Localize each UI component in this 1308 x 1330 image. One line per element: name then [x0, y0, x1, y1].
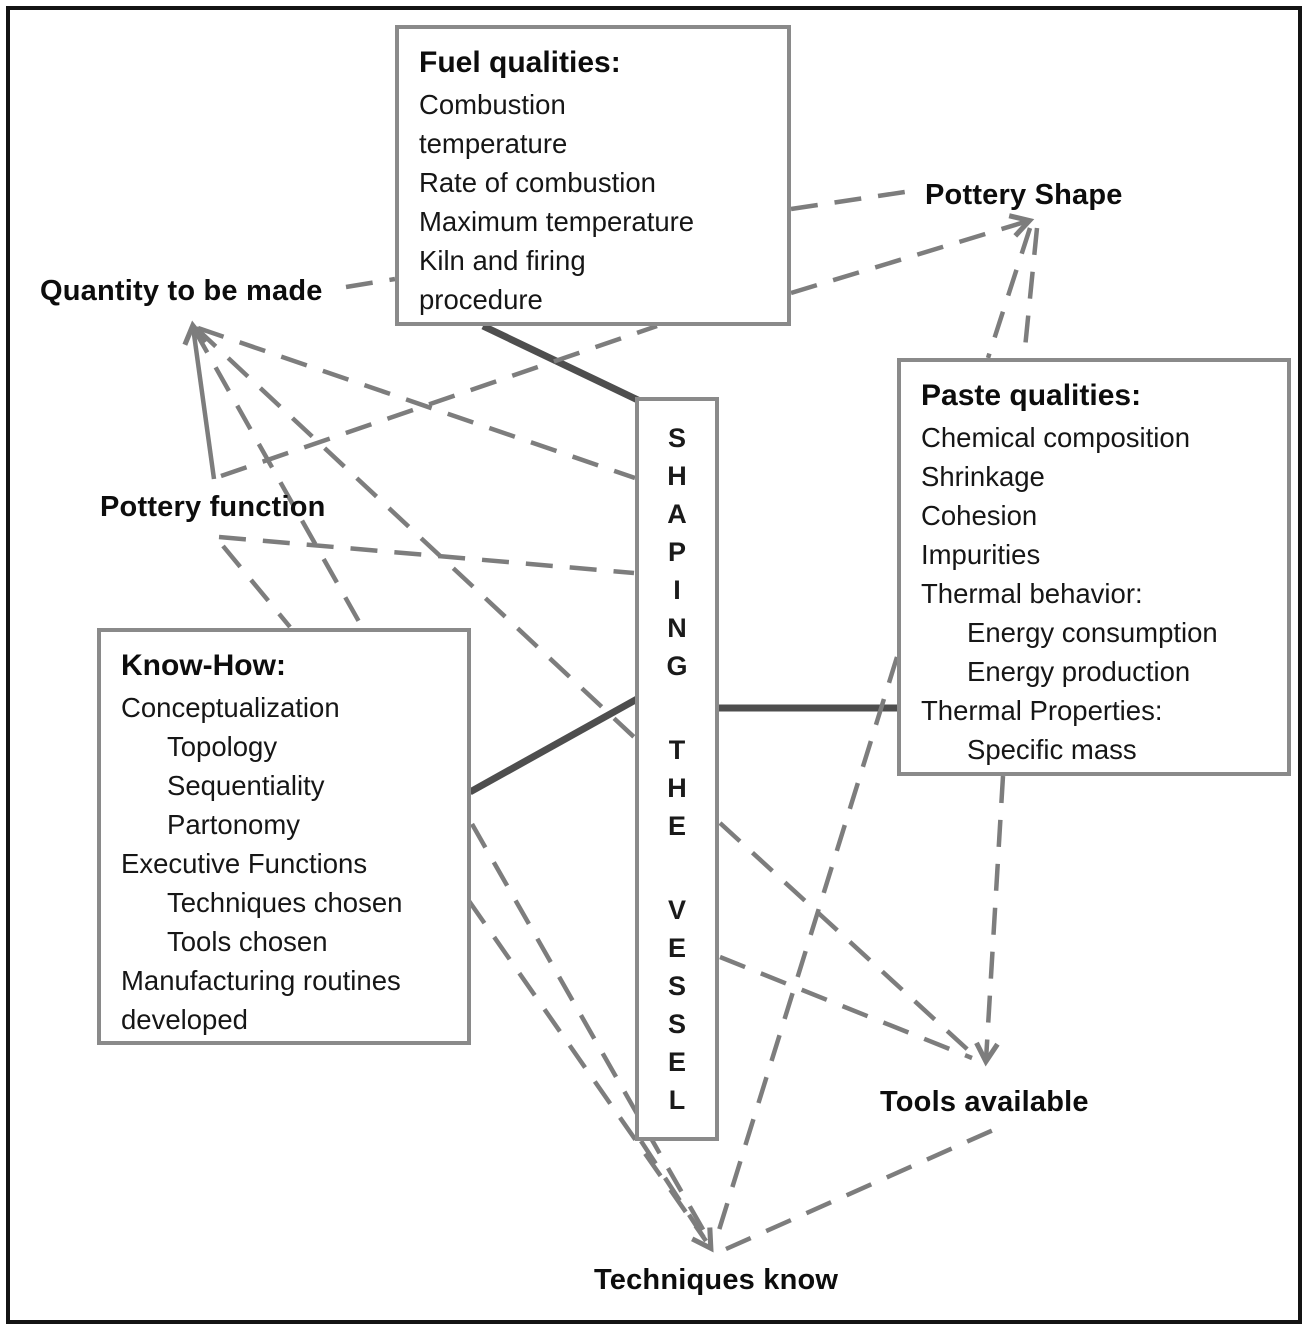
vessel-letter: E — [667, 811, 686, 841]
box-item: Energy production — [967, 656, 1191, 687]
vessel-letter: V — [667, 895, 686, 925]
vessel-letter: H — [667, 461, 687, 491]
pottery-function-label: Pottery function — [100, 491, 326, 523]
vessel-letter: S — [667, 1009, 686, 1039]
box-item: Impurities — [921, 539, 1041, 570]
edge-pottery-function-to-know-how — [223, 546, 290, 627]
fuel-qualities-items — [419, 85, 781, 319]
fuel-qualities-box — [395, 25, 791, 326]
edge-know-how-to-shaping-the-vessel — [470, 699, 637, 792]
paste-qualities-title: Paste qualities: — [921, 379, 1142, 412]
shaping-the-vessel-box — [635, 397, 719, 1141]
vessel-letter: E — [667, 933, 686, 963]
vessel-letter: P — [667, 537, 686, 567]
vessel-letter: T — [668, 735, 686, 765]
quantity-to-be-made-label: Quantity to be made — [40, 275, 323, 307]
paste-qualities-box — [897, 358, 1291, 776]
box-item: Topology — [167, 731, 278, 762]
box-item: Techniques chosen — [167, 887, 403, 918]
know-how-items — [121, 688, 461, 1039]
box-item: Combustion — [419, 89, 566, 120]
edge-techniques-know-to-tools-available — [726, 1127, 1000, 1249]
tools-available-label: Tools available — [880, 1086, 1089, 1118]
box-item: temperature — [419, 128, 568, 159]
edge-fuel-qualities-to-shaping-the-vessel — [483, 326, 640, 401]
box-item: developed — [121, 1004, 248, 1035]
techniques-know-label: Techniques know — [594, 1264, 839, 1296]
box-item: procedure — [419, 284, 543, 315]
box-item: Kiln and firing — [419, 245, 586, 276]
know-how-box — [97, 628, 471, 1045]
vessel-letter: S — [667, 423, 686, 453]
box-item: Partonomy — [167, 809, 300, 840]
vessel-letter: A — [667, 499, 687, 529]
edge-pottery-function-to-fuel-qualities — [221, 326, 657, 476]
box-item: Tools chosen — [167, 926, 328, 957]
box-item: Maximum temperature — [419, 206, 695, 237]
edge-paste-qualities-to-tools-available — [986, 776, 1003, 1060]
edge-shaping-the-vessel-to-techniques-know — [641, 1141, 710, 1247]
box-item: Energy consumption — [967, 617, 1218, 648]
box-item: Conceptualization — [121, 692, 340, 723]
box-item: Rate of combustion — [419, 167, 656, 198]
edge-quantity-to-be-made-to-fuel-qualities — [346, 279, 395, 287]
pottery-shape-label: Pottery Shape — [925, 179, 1123, 211]
box-item: Cohesion — [921, 500, 1038, 531]
edge-fuel-qualities-to-pottery-shape — [791, 190, 918, 209]
box-item: Manufacturing routines — [121, 965, 401, 996]
vessel-letter: L — [668, 1085, 686, 1115]
vessel-letter: N — [667, 613, 687, 643]
vessel-letter: H — [667, 773, 687, 803]
box-item: Chemical composition — [921, 422, 1190, 453]
vessel-letter: E — [667, 1047, 686, 1077]
vessel-letter: S — [667, 971, 686, 1001]
box-item: Sequentiality — [167, 770, 325, 801]
edge-fuel-qualities-to-pottery-shape — [791, 221, 1028, 293]
vessel-letter: I — [673, 575, 681, 605]
edge-shaping-the-vessel-to-tools-available — [720, 823, 979, 1060]
edge-shaping-the-vessel-to-tools-available — [720, 957, 972, 1058]
box-item: Executive Functions — [121, 848, 368, 879]
box-item: Specific mass — [967, 734, 1137, 765]
box-item: Thermal Properties: — [921, 695, 1163, 726]
box-item: Shrinkage — [921, 461, 1045, 492]
paste-qualities-items — [921, 418, 1281, 769]
vessel-letter: G — [666, 651, 688, 681]
box-item: Thermal behavior: — [921, 578, 1143, 609]
edge-paste-qualities-to-techniques-know — [715, 657, 897, 1243]
fuel-qualities-title: Fuel qualities: — [419, 46, 621, 79]
know-how-title: Know-How: — [121, 649, 286, 682]
